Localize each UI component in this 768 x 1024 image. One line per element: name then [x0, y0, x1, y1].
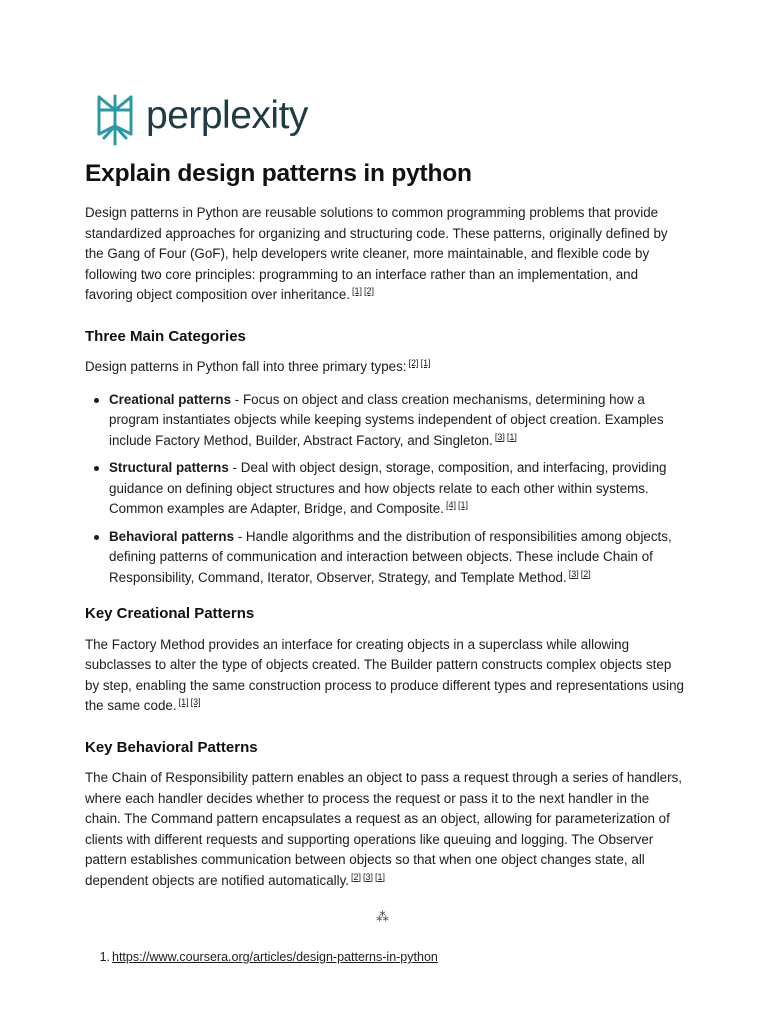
intro-text: Design patterns in Python are reusable solutions to common programming problems that provide standardized approaches for organizing and structuring code. These patterns, originally defined by the Gang of Four (GoF), help developers write cleaner, more maintainable, and flexible code by following two core principles: programming to an interface rather than an implementation, and favoring object composition over inheritance.: [85, 205, 668, 302]
list-item-term: Creational patterns: [109, 391, 232, 407]
references-list: [85, 950, 438, 964]
creational-paragraph: [85, 635, 685, 717]
citation-link[interactable]: [1]: [420, 358, 431, 368]
categories-lead-text: Design patterns in Python fall into three primary types:: [85, 359, 407, 374]
section-heading-behavioral: Key Behavioral Patterns: [85, 738, 258, 756]
section-divider: ⁂: [376, 909, 389, 924]
page-title: Explain design patterns in python: [85, 160, 472, 187]
list-item-term: Behavioral patterns: [109, 528, 235, 544]
citation-link[interactable]: [1]: [178, 697, 189, 707]
citation-link[interactable]: [3]: [494, 431, 505, 442]
reference-item: [85, 950, 438, 964]
list-item-text: - Deal with object design, storage, composition, and interfacing, providing guidance on defining object structures and how objects relate to each other within systems. Common examples are Adapter, Bridge, and Composite.: [109, 460, 667, 516]
behavioral-paragraph: [85, 768, 685, 891]
citation-link[interactable]: [1]: [457, 500, 468, 510]
perplexity-logo-icon: [94, 94, 136, 146]
categories-list: [85, 390, 685, 589]
creational-text: The Factory Method provides an interface for creating objects in a superclass while allowing subclasses to alter the type of objects created. The Builder pattern constructs complex objects step by step, enabling the same construction process to produce different types and representations using the same code.: [85, 636, 684, 713]
citation-link[interactable]: [2]: [580, 568, 591, 579]
citation-link[interactable]: [2]: [408, 358, 419, 368]
behavioral-text: The Chain of Responsibility pattern enables an object to pass a request through a series of handlers, where each handler decides whether to process the request or pass it to the next handler in the chain. The Command pattern encapsulates a request as an object, allowing for parameterization of clients with different requests and supporting operations like queuing and logging. The Observer pattern establishes communication between objects so that when one object changes state, all dependent objects are notified automatically.: [85, 770, 682, 888]
reference-number: 1.: [99, 950, 110, 964]
answer-content: [85, 203, 685, 891]
perplexity-logo: [94, 94, 308, 146]
reference-link[interactable]: https://www.coursera.org/articles/design-patterns-in-python: [112, 950, 438, 964]
intro-paragraph: [85, 203, 685, 306]
list-item-behavioral: [85, 527, 685, 589]
list-item-text: - Focus on object and class creation mechanisms, determining how a program instantiates objects while keeping systems independent of object creation. Examples include Factory Method, Builder, Abstract Factory, and Singleton.: [109, 391, 664, 448]
citation-link[interactable]: [1]: [506, 431, 517, 442]
list-item-structural: [85, 458, 685, 520]
categories-lead: [85, 357, 685, 378]
section-heading-categories: Three Main Categories: [85, 327, 246, 345]
citation-link[interactable]: [3]: [190, 697, 201, 707]
list-item-text: - Handle algorithms and the distribution of responsibilities among objects, defining patterns of communication and interaction between objects. These include Chain of Responsibility, Command, Iterator, Observer, Strategy, and Template Method.: [109, 528, 672, 585]
citation-link[interactable]: [3]: [363, 871, 374, 882]
citation-link[interactable]: [2]: [364, 286, 375, 296]
list-item-creational: [85, 390, 685, 452]
citation-link[interactable]: [1]: [351, 286, 362, 296]
citation-link[interactable]: [2]: [351, 871, 362, 882]
citation-link[interactable]: [3]: [568, 568, 579, 579]
citation-link[interactable]: [1]: [375, 871, 386, 882]
list-item-term: Structural patterns: [109, 460, 229, 475]
section-heading-creational: Key Creational Patterns: [85, 605, 255, 622]
perplexity-wordmark: perplexity: [146, 94, 308, 137]
citation-link[interactable]: [4]: [445, 500, 456, 510]
